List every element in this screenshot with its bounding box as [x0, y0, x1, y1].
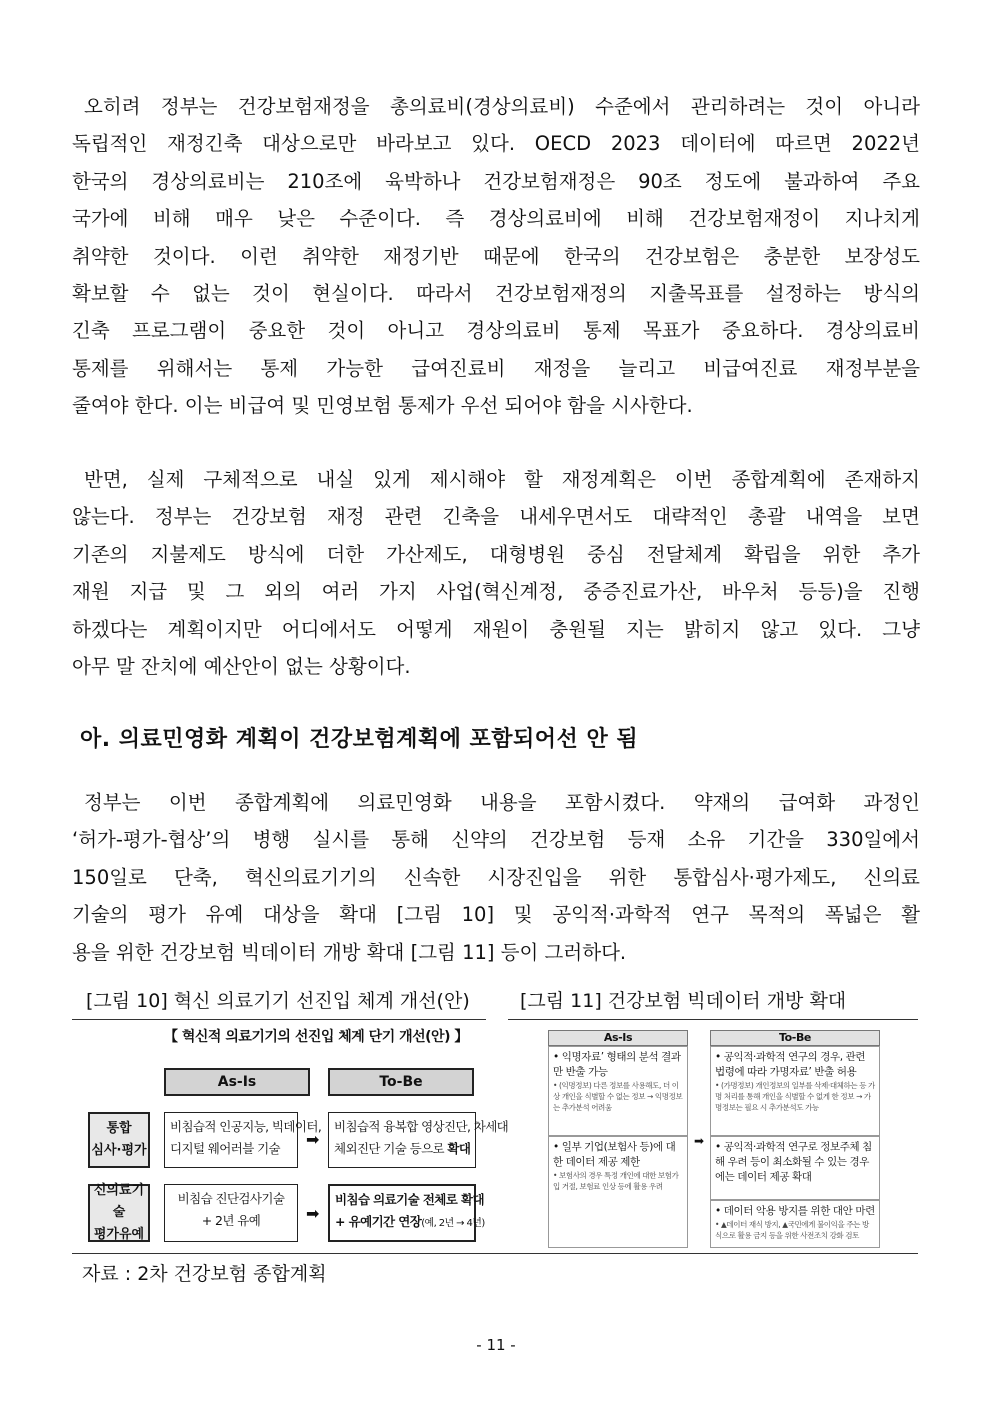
to-be-header: To-Be — [710, 1030, 880, 1046]
cell-main-text: • 일부 기업(보험사 등)에 대한 데이터 제공 제한 — [553, 1141, 676, 1168]
row-label-deferral — [88, 1184, 150, 1242]
row1-to-be-box — [328, 1112, 509, 1168]
text-line: 긴축 프로그램이 중요한 것이 아니고 경상의료비 통제 목표가 중요하다. 경상의료비 — [72, 319, 920, 343]
text-line: 하겠다는 계획이지만 어디에서도 어떻게 재원이 충원될 지는 밝히지 않고 있다. 그냥 — [72, 617, 920, 641]
cell-main-text: • 공익적·과학적 연구의 경우, 관련 법령에 따라 가명자료’ 반출 허용 — [715, 1051, 866, 1078]
box-text: 디지털 웨어러블 기술 — [170, 1141, 281, 1156]
cell-main-text: • 데이터 악용 방지를 위한 대안 마련 — [715, 1205, 875, 1217]
cell-sub-text: • (가명정보) 개인정보의 일부를 삭제·대체하는 등 가명 처리를 통해 개인을 식별할 수 없게 한 정보 → 가명정보는 필요 시 추가분석도 가능 — [715, 1081, 875, 1112]
to-be-cell-2 — [710, 1136, 880, 1200]
text-line: 150일로 단축, 혁신의료기기의 신속한 시장진입을 위한 통합심사·평가제도, 신의료 — [72, 865, 920, 889]
label-line: 심사·평가 — [91, 1143, 147, 1158]
figure-11 — [546, 1030, 884, 1252]
arrow-right-icon: ➡ — [306, 1130, 320, 1149]
source-note: 자료 : 2차 건강보험 종합계획 — [82, 1263, 327, 1285]
text-line: 줄여야 한다. 이는 비급여 및 민영보험 통제가 우선 되어야 함을 시사한다. — [72, 394, 693, 418]
cell-main-text: • 공익적·과학적 연구로 정보주체 침해 우려 등이 최소화될 수 있는 경우에는 데이터 제공 확대 — [715, 1141, 872, 1183]
as-is-cell-2 — [548, 1136, 688, 1248]
figure-bottom-rule — [72, 1253, 918, 1254]
as-is-cell-1 — [548, 1046, 688, 1136]
label-line: 통합 — [106, 1121, 132, 1136]
text-line: 용을 위한 건강보험 빅데이터 개방 확대 [그림 11] 등이 그러하다. — [72, 940, 627, 964]
row1-as-is-box — [164, 1112, 322, 1168]
caption-rule-right — [508, 1019, 918, 1020]
text-line: 한국의 경상의료비는 210조에 육박하나 건강보험재정은 90조 정도에 불과하여 주요 — [72, 169, 920, 193]
text-line: 아무 말 잔치에 예산안이 없는 상황이다. — [72, 655, 411, 679]
box-text-small: (예, 2년 → 4년) — [421, 1218, 485, 1229]
arrow-right-icon: ➡ — [306, 1204, 320, 1223]
paragraph-3 — [72, 784, 920, 971]
text-line: ‘허가-평가-협상’의 병행 실시를 통해 신약의 건강보험 등재 소유 기간을 330일에서 — [72, 828, 920, 852]
box-text: 비침습적 인공지능, 빅데이터, — [170, 1119, 322, 1134]
text-line: 오히려 정부는 건강보험재정을 총의료비(경상의료비) 수준에서 관리하려는 것이 아니라 — [84, 95, 920, 118]
paragraph-2 — [72, 461, 920, 685]
page-number: - 11 - — [476, 1336, 516, 1354]
text-line: 정부는 이번 종합계획에 의료민영화 내용을 포함시켰다. 약재의 급여화 과정인 — [84, 791, 920, 814]
to-be-header: To-Be — [328, 1068, 474, 1096]
to-be-cell-3 — [710, 1200, 880, 1248]
section-heading: 아. 의료민영화 계획이 건강보험계획에 포함되어선 안 됨 — [80, 727, 639, 752]
arrow-right-icon: ➡ — [694, 1134, 704, 1148]
figure-10 — [72, 1020, 509, 1252]
text-line: 않는다. 정부는 건강보험 재정 관련 긴축을 내세우면서도 대략적인 총괄 내역을 보면 — [72, 505, 920, 529]
box-text-bold: 확대 — [447, 1141, 471, 1156]
cell-sub-text: • (익명정보) 다른 정보를 사용해도, 더 이상 개인을 식별할 수 없는 정보 → 익명정보는 추가분석 어려움 — [553, 1081, 683, 1112]
cell-sub-text: • 보험사의 경우 특정 개인에 대한 보험가입 거절, 보험료 인상 등에 활용 우려 — [553, 1171, 679, 1191]
text-line: 통제를 위해서는 통제 가능한 급여진료비 재정을 늘리고 비급여진료 재정부분을 — [72, 356, 920, 380]
as-is-header: As-Is — [548, 1030, 688, 1046]
row2-as-is-box — [164, 1184, 298, 1242]
row2-to-be-box — [328, 1184, 485, 1242]
label-line: 평가유예 — [93, 1227, 145, 1242]
text-line: 확보할 수 없는 것이 현실이다. 따라서 건강보험재정의 지출목표를 설정하는 방식의 — [72, 282, 920, 306]
row-label-integrated-review — [88, 1112, 150, 1168]
box-text-bold: + 유예기간 연장 — [335, 1214, 422, 1229]
box-text: 체외진단 기술 등으로 — [334, 1141, 448, 1156]
text-line: 반면, 실제 구체적으로 내실 있게 제시해야 할 재정계획은 이번 종합계획에 존재하지 — [84, 468, 920, 491]
as-is-header: As-Is — [164, 1068, 310, 1096]
label-line: 신의료기술 — [93, 1183, 145, 1220]
cell-sub-text: • ▲데이터 재식 방지, ▲국민에게 불이익을 주는 방식으로 활용 금지 등을 위한 사전조치 강화 검토 — [715, 1220, 869, 1240]
text-line: 취약한 것이다. 이런 취약한 재정기반 때문에 한국의 건강보험은 충분한 보장성도 — [72, 244, 920, 268]
box-text: + 2년 유예 — [201, 1213, 261, 1228]
figure-10-caption: [그림 10] 혁신 의료기기 선진입 체계 개선(안) — [86, 990, 470, 1012]
text-line: 독립적인 재정긴축 대상으로만 바라보고 있다. OECD 2023 데이터에 따르면 2022년 — [72, 132, 920, 156]
to-be-cell-1 — [710, 1046, 880, 1136]
box-text: 비침습적 융복합 영상진단, 차세대 — [334, 1119, 509, 1134]
text-line: 국가에 비해 매우 낮은 수준이다. 즉 경상의료비에 비해 건강보험재정이 지나치게 — [72, 207, 920, 231]
text-line: 기존의 지불제도 방식에 더한 가산제도, 대형병원 중심 전달체계 확립을 위한 추가 — [72, 542, 920, 566]
box-text-bold: 비침습 의료기술 전체로 확대 — [335, 1192, 484, 1207]
box-text: 비침습 진단검사기술 — [177, 1191, 285, 1206]
figure-11-caption: [그림 11] 건강보험 빅데이터 개방 확대 — [520, 990, 847, 1012]
figure-10-title: 【 혁신적 의료기기의 선진입 체계 단기 개선(안) 】 — [164, 1029, 468, 1045]
paragraph-1 — [72, 88, 920, 425]
text-line: 재원 지급 및 그 외의 여러 가지 사업(혁신계정, 중증진료가산, 바우처 등등)을 진행 — [72, 580, 920, 604]
cell-main-text: • 익명자료’ 형태의 분석 결과만 반출 가능 — [553, 1051, 681, 1078]
text-line: 기술의 평가 유예 대상을 확대 [그림 10] 및 공익적·과학적 연구 목적의 폭넓은 활 — [72, 903, 920, 927]
